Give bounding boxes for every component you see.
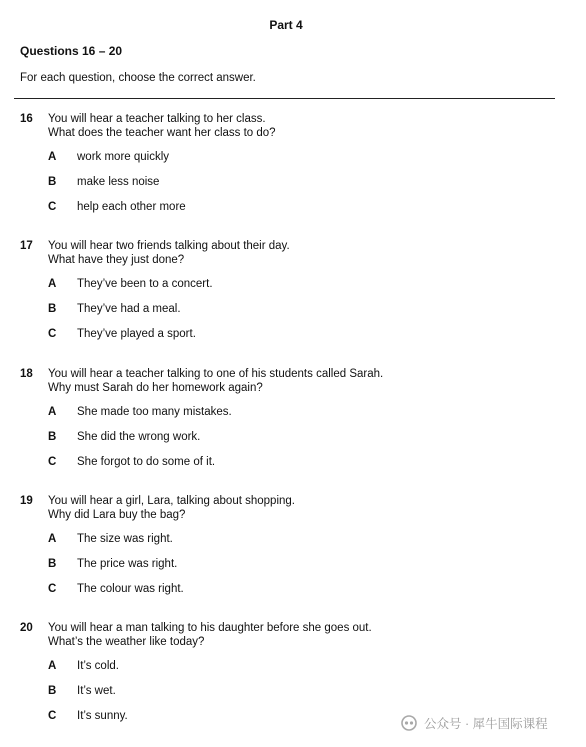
option-letter: B <box>48 685 57 697</box>
question-number: 18 <box>20 368 33 380</box>
option-letter: B <box>48 431 57 443</box>
question-context: You will hear a teacher talking to one of his students called Sarah. <box>48 368 384 380</box>
option-text: The price was right. <box>77 558 178 570</box>
question-number: 19 <box>20 495 33 507</box>
option-letter: C <box>48 328 57 340</box>
option-a[interactable] <box>48 660 448 674</box>
question-context: You will hear a teacher talking to her class. <box>48 113 266 125</box>
option-b[interactable] <box>48 176 448 190</box>
option-b[interactable] <box>48 303 448 317</box>
option-letter: A <box>48 660 57 672</box>
option-text: She did the wrong work. <box>77 431 201 443</box>
option-text: It’s cold. <box>77 660 119 672</box>
option-letter: B <box>48 558 57 570</box>
option-text: She forgot to do some of it. <box>77 456 216 468</box>
option-c[interactable] <box>48 456 448 470</box>
option-text: They’ve had a meal. <box>77 303 181 315</box>
question-prompt: Why did Lara buy the bag? <box>48 509 186 521</box>
watermark <box>400 713 548 733</box>
option-a[interactable] <box>48 533 448 547</box>
instructions: For each question, choose the correct answer. <box>20 72 256 84</box>
question-prompt: Why must Sarah do her homework again? <box>48 382 263 394</box>
option-text: They’ve been to a concert. <box>77 278 213 290</box>
option-letter: A <box>48 278 57 290</box>
option-text: The size was right. <box>77 533 173 545</box>
option-letter: C <box>48 456 57 468</box>
option-c[interactable] <box>48 583 448 597</box>
part-title: Part 4 <box>269 18 303 32</box>
option-a[interactable] <box>48 151 448 165</box>
option-a[interactable] <box>48 406 448 420</box>
option-text: It’s wet. <box>77 685 116 697</box>
question-context: You will hear a girl, Lara, talking about shopping. <box>48 495 295 507</box>
option-b[interactable] <box>48 685 448 699</box>
option-letter: A <box>48 151 57 163</box>
option-b[interactable] <box>48 431 448 445</box>
option-letter: A <box>48 406 57 418</box>
divider <box>14 98 555 99</box>
option-c[interactable] <box>48 328 448 342</box>
option-text: make less noise <box>77 176 160 188</box>
option-text: The colour was right. <box>77 583 184 595</box>
watermark-text: 公众号 · 犀牛国际课程 <box>424 717 548 731</box>
option-letter: A <box>48 533 57 545</box>
question-context: You will hear a man talking to his daughter before she goes out. <box>48 622 372 634</box>
question-number: 20 <box>20 622 33 634</box>
option-text: help each other more <box>77 201 186 213</box>
option-b[interactable] <box>48 558 448 572</box>
wechat-official-account-icon <box>400 715 418 731</box>
option-text: She made too many mistakes. <box>77 406 232 418</box>
option-letter: B <box>48 303 57 315</box>
question-context: You will hear two friends talking about their day. <box>48 240 290 252</box>
option-letter: B <box>48 176 57 188</box>
question-prompt: What does the teacher want her class to do? <box>48 127 276 139</box>
question-number: 17 <box>20 240 33 252</box>
option-letter: C <box>48 583 57 595</box>
question-prompt: What’s the weather like today? <box>48 636 205 648</box>
option-text: It’s sunny. <box>77 710 128 722</box>
option-text: They’ve played a sport. <box>77 328 196 340</box>
option-letter: C <box>48 710 57 722</box>
question-prompt: What have they just done? <box>48 254 185 266</box>
option-c[interactable] <box>48 710 448 724</box>
option-a[interactable] <box>48 278 448 292</box>
option-c[interactable] <box>48 201 448 215</box>
option-letter: C <box>48 201 57 213</box>
questions-heading: Questions 16 – 20 <box>20 44 123 58</box>
option-text: work more quickly <box>77 151 170 163</box>
question-number: 16 <box>20 113 33 125</box>
